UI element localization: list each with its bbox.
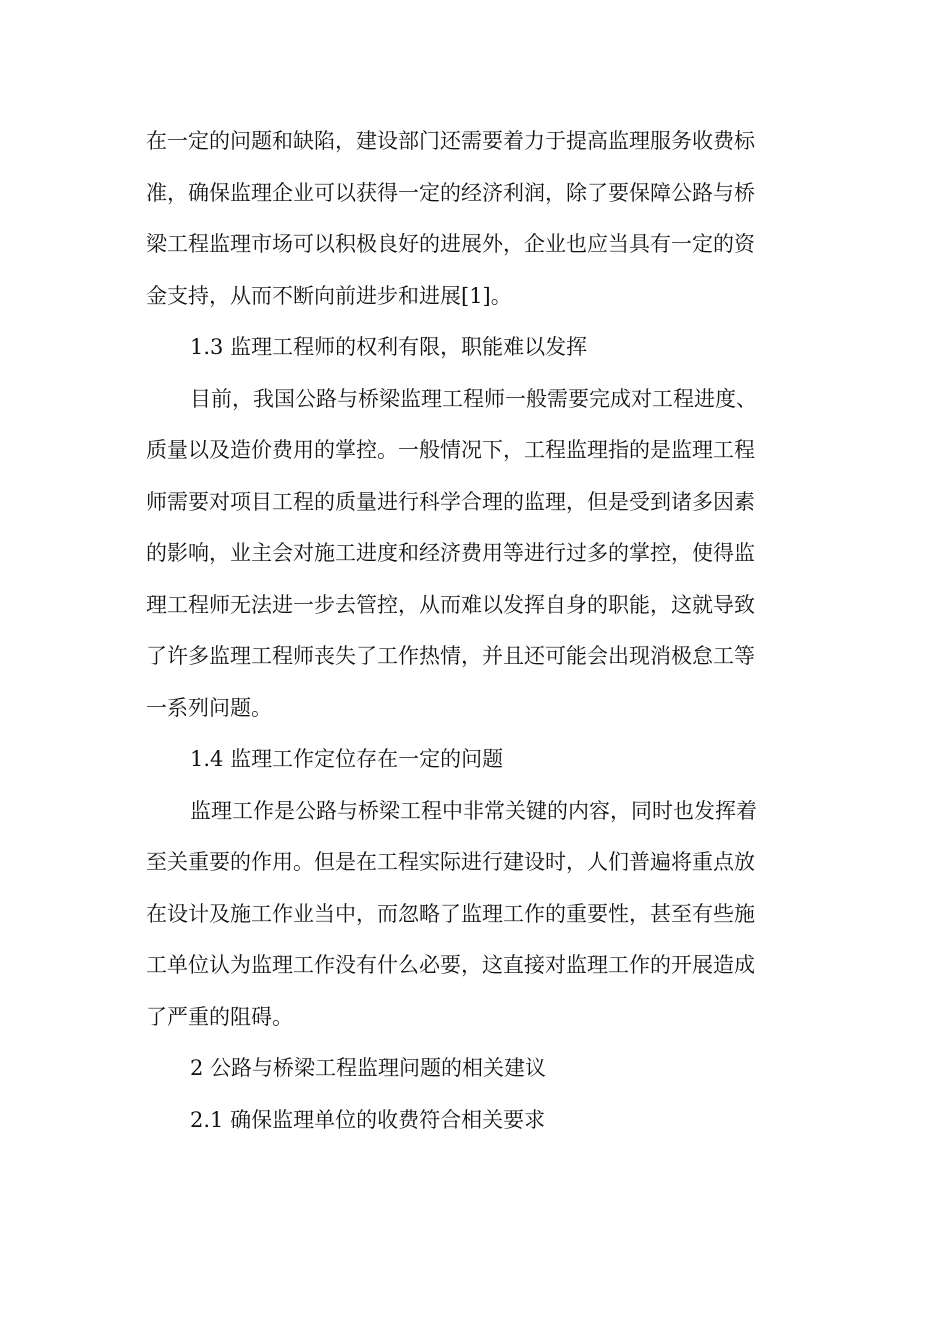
text-line: 至关重要的作用。但是在工程实际进行建设时，人们普遍将重点放 <box>146 850 755 874</box>
text-line: 梁工程监理市场可以积极良好的进展外，企业也应当具有一定的资 <box>146 232 755 256</box>
text-line: 在设计及施工作业当中，而忽略了监理工作的重要性，甚至有些施 <box>146 901 755 926</box>
text-line: 监理工作是公路与桥梁工程中非常关键的内容，同时也发挥着 <box>190 798 757 823</box>
text-line: 了许多监理工程师丧失了工作热情，并且还可能会出现消极怠工等 <box>146 644 755 668</box>
text-line: 了严重的阻碍。 <box>146 1004 293 1029</box>
text-line: 师需要对项目工程的质量进行科学合理的监理，但是受到诸多因素 <box>146 489 755 514</box>
text-line: 金支持，从而不断向前进步和进展[1]。 <box>146 283 512 308</box>
text-line: 准，确保监理企业可以获得一定的经济利润，除了要保障公路与桥 <box>146 180 755 205</box>
text-line: 目前，我国公路与桥梁监理工程师一般需要完成对工程进度、 <box>190 386 757 411</box>
text-line: 的影响，业主会对施工进度和经济费用等进行过多的掌控，使得监 <box>146 541 755 565</box>
text-line: 理工程师无法进一步去管控，从而难以发挥自身的职能，这就导致 <box>146 592 755 617</box>
section-heading-2-1: 2.1 确保监理单位的收费符合相关要求 <box>190 1107 546 1132</box>
text-line: 质量以及造价费用的掌控。一般情况下，工程监理指的是监理工程 <box>146 438 755 462</box>
text-line: 一系列问题。 <box>146 695 272 720</box>
text-line: 工单位认为监理工作没有什么必要，这直接对监理工作的开展造成 <box>146 953 755 977</box>
section-heading-1-3: 1.3 监理工程师的权利有限，职能难以发挥 <box>190 335 588 359</box>
body-text <box>146 116 806 1146</box>
text-line: 在一定的问题和缺陷，建设部门还需要着力于提高监理服务收费标 <box>146 129 755 153</box>
section-heading-1-4: 1.4 监理工作定位存在一定的问题 <box>190 747 504 771</box>
section-heading-2: 2 公路与桥梁工程监理问题的相关建议 <box>190 1056 547 1080</box>
